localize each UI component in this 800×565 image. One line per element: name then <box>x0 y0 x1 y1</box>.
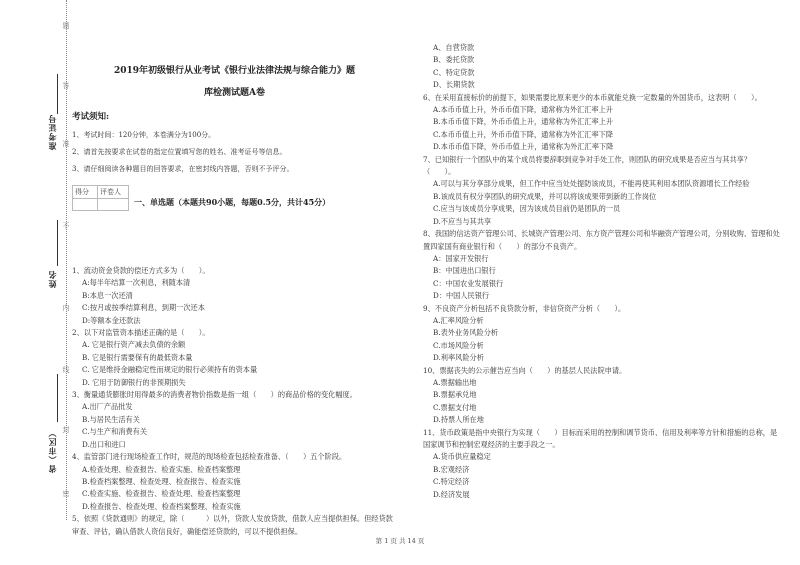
notice-item: 3、请仔细阅读各种题目的回答要求，在密封线内答题，否则不予评分。 <box>72 165 294 173</box>
option[interactable]: B.票据承兑地 <box>433 390 477 400</box>
score-header: 得分 <box>73 186 98 199</box>
option[interactable]: B、委托贷款 <box>433 55 475 65</box>
notice-item: 2、请首先按要求在试卷的指定位置填写您的姓名、准考证号等信息。 <box>72 148 287 156</box>
question-stem: 1、流动资金贷款的偿还方式多为（ ）。 <box>72 266 210 275</box>
option[interactable]: A.可以与其分享部分成果，但工作中应当处处提防该成员，不能再使其利用本团队资源增长工作经验 <box>433 179 750 189</box>
question-stem: 3、衡量通货膨胀时用得最多的消费者物价指数是指一组（ ）的商品价格的变化幅度。 <box>72 390 357 400</box>
option[interactable]: D.利率风险分析 <box>433 353 484 363</box>
option[interactable]: A：国家开发银行 <box>433 253 489 263</box>
name-label: 姓名 <box>47 270 57 288</box>
option[interactable]: C.应当与该成员分享成果，因为该成员目前仍是团队的一员 <box>433 204 621 214</box>
exam-id-blank[interactable] <box>57 74 58 114</box>
question-stem: 4、监管部门进行现场检查工作时，规范的现场检查包括检查准备、（ ）五个阶段。 <box>72 452 347 462</box>
option[interactable]: D.出口和进口 <box>82 439 126 449</box>
option[interactable]: B.该成员有权分享团队的研究成果，并可以将该成果带到新的工作岗位 <box>433 191 657 201</box>
score-section <box>72 185 397 219</box>
option[interactable]: B.表外业务风险分析 <box>433 328 499 338</box>
seal-char: 题 <box>62 22 70 29</box>
question-6 <box>423 92 783 154</box>
question-7 <box>423 154 783 228</box>
option[interactable]: D.不应当与其共享 <box>433 216 492 226</box>
option[interactable]: A.检查处理、检查报告、检查实施、检查档案整理 <box>82 464 241 474</box>
option[interactable]: C.市场风险分析 <box>433 340 484 350</box>
grader-header: 评卷人 <box>98 186 129 199</box>
option[interactable]: B.本币币值下降，外币币值上升，通常称为外汇汇率上升 <box>433 117 614 127</box>
question-9 <box>423 303 783 365</box>
option[interactable]: A.汇率风险分析 <box>433 315 484 325</box>
score-cell[interactable] <box>73 199 98 211</box>
question-5 <box>72 513 397 538</box>
exam-id-label: 准考证号 <box>47 114 57 150</box>
option[interactable]: C.本币币值上升，外币币值下降，通常称为外汇汇率下降 <box>433 129 614 139</box>
region-label: 省（市区） <box>47 428 57 473</box>
option[interactable]: A.出厂产品批发 <box>82 402 133 412</box>
option[interactable]: D.经济发展 <box>433 489 470 499</box>
option[interactable]: D、长期贷款 <box>433 80 475 90</box>
seal-char: 密 <box>62 490 70 497</box>
option[interactable]: A.票据输出地 <box>433 377 477 387</box>
question-11 <box>423 427 783 501</box>
question-stem: 11、货币政策是指中央银行为实现（ ）目标而采用的控制和调节货币、信用及利率等方针和措施的总称，是国家调节和控制宏观经济的主要手段之一。 <box>423 427 778 449</box>
question-stem: 9、不良资产分析包括不良贷款分析，非信贷资产分析（ ）。 <box>423 303 626 313</box>
question-4 <box>72 451 397 513</box>
option[interactable]: B.宏观经济 <box>433 464 470 474</box>
seal-char: 线 <box>62 366 70 373</box>
seal-char: 内 <box>62 304 70 311</box>
question-1 <box>72 265 397 327</box>
option[interactable]: C.票据支付地 <box>433 402 477 412</box>
option[interactable]: B:本息一次还清 <box>82 290 133 300</box>
question-stem: 8、我国的信达资产管理公司、长城资产管理公司、东方资产管理公司和华融资产管理公司，分别收购、管理和处置四家国有商业银行和（ ）的部分不良资产。 <box>423 229 780 251</box>
question-stem: 7、已知银行一个团队中的某个成员将要辞职到竞争对手处工作，则团队的研究成果是否应当与其共享？（ ）。 <box>423 154 752 177</box>
grader-cell[interactable] <box>98 199 129 211</box>
option[interactable]: C.检查实施、检查报告、检查处理、检查档案整理 <box>82 489 241 499</box>
question-stem: 6、在采用直接标价的前提下，如果需要比原来更少的本币就能兑换一定数量的外国货币，这表明（ ）。 <box>423 92 762 102</box>
right-column <box>423 42 783 501</box>
option[interactable]: B：中国进出口银行 <box>433 266 496 276</box>
notice-item: 1、考试时间：120分钟，本卷满分为100分。 <box>72 131 216 139</box>
section-title: 一、单选题（本题共90小题，每题0.5分，共计45分） <box>134 197 331 207</box>
question-stem: 5、依照《贷款通则》的规定，除（ ）以外，贷款人发放贷款，借款人应当提供担保。但经贷款审查、评估，确认借款人资信良好，确能偿还贷款的，可以不提供担保。 <box>72 514 393 536</box>
seal-char: 准 <box>62 140 70 147</box>
score-table <box>72 185 129 211</box>
option[interactable]: C.特定经济 <box>433 477 470 487</box>
question-10 <box>423 365 783 427</box>
option[interactable]: D.检查报告、检查处理、检查档案整理、检查实施 <box>82 501 241 511</box>
option[interactable]: B. 它是银行需要保有的最低资本量 <box>82 352 193 362</box>
option[interactable]: D. 它用于防御银行的非预期损失 <box>82 377 186 387</box>
notice-heading: 考试须知: <box>72 112 110 122</box>
seal-char: 不 <box>62 222 70 229</box>
seal-dotted-line <box>66 0 67 520</box>
option[interactable]: D.本币币值下降，外币币值上升，通常称为外汇汇率下降 <box>433 142 614 152</box>
region-blank[interactable] <box>57 374 58 422</box>
seal-char: 答 <box>62 82 70 89</box>
option[interactable]: D.持票人所在地 <box>433 415 484 425</box>
seal-char: 封 <box>62 426 70 433</box>
option[interactable]: C. 它是维持金融稳定性而规定的银行必须持有的资本量 <box>82 365 258 375</box>
option[interactable]: A:每半年结算一次利息，利随本清 <box>82 278 191 288</box>
left-column <box>72 64 397 538</box>
page-number: 第 1 页 共 14 页 <box>375 537 425 545</box>
question-2 <box>72 327 397 389</box>
option[interactable]: A.本币币值上升，外币币值下降，通常称为外汇汇率上升 <box>433 105 613 115</box>
option[interactable]: B.与居民生活有关 <box>82 414 140 424</box>
option[interactable]: B.检查档案整理、检查处理、检查报告、检查实施 <box>82 476 241 486</box>
option[interactable]: A.货币供应量稳定 <box>433 452 491 462</box>
option[interactable]: C:按月或按季结算利息，到期一次还本 <box>82 303 205 313</box>
exam-subtitle: 库检测试题A卷 <box>204 88 265 98</box>
option[interactable]: A、自营贷款 <box>433 43 475 52</box>
option[interactable]: D:等额本金还款法 <box>82 315 141 325</box>
option[interactable]: C、特定贷款 <box>433 67 475 77</box>
binding-strip <box>22 0 70 565</box>
question-stem: 10、票据丧失的公示催告应当向（ ）的基层人民法院申请。 <box>423 365 627 375</box>
question-5-options <box>423 42 783 92</box>
option[interactable]: C：中国农业发展银行 <box>433 278 504 288</box>
name-blank[interactable] <box>57 220 58 266</box>
question-3 <box>72 389 397 451</box>
exam-title: 2019年初级银行从业考试《银行业法律法规与综合能力》题 <box>113 66 356 76</box>
option[interactable]: D：中国人民银行 <box>433 291 490 301</box>
option[interactable]: C.与生产和消费有关 <box>82 427 148 437</box>
question-stem: 2、以下对监管资本描述正确的是（ ）。 <box>72 328 210 338</box>
question-8 <box>423 228 783 302</box>
option[interactable]: A. 它是银行资产减去负债的余额 <box>82 340 186 350</box>
